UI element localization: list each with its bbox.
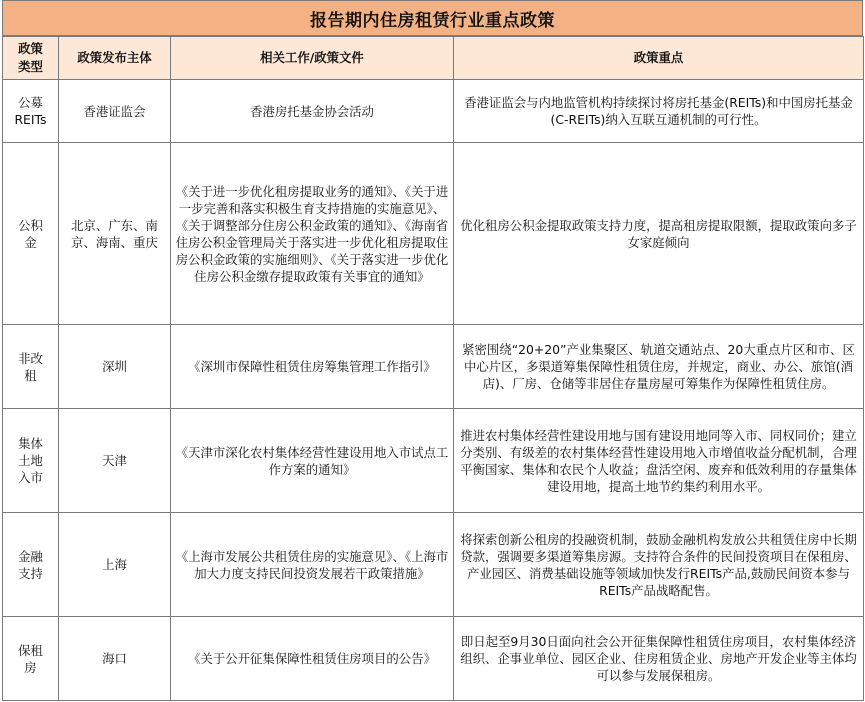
- table-row: [3, 325, 864, 409]
- cell-focus: 将探索创新公租房的投融资机制，鼓励金融机构发放公共租赁住房中长期贷款，强调要多渠道筹集房源。支持符合条件的民间投资项目在保租房、产业园区、消费基础设施等领域加快发行REITs产品,鼓励民间资本参与REITs产品战略配售。: [454, 513, 864, 617]
- cell-issuer: 海口: [59, 617, 171, 701]
- cell-type: 集体 土地 入市: [3, 409, 59, 513]
- cell-type: 非改 租: [3, 325, 59, 409]
- policy-table-container: [2, 0, 863, 701]
- table-row: [3, 513, 864, 617]
- cell-document: 《关于公开征集保障性租赁住房项目的公告》: [171, 617, 454, 701]
- cell-type: 金融 支持: [3, 513, 59, 617]
- cell-type: 保租 房: [3, 617, 59, 701]
- cell-focus: 优化租房公积金提取政策支持力度，提高租房提取限额，提取政策向多子女家庭倾向: [454, 143, 864, 325]
- cell-focus: 推进农村集体经营性建设用地与国有建设用地同等入市、同权同价；建立分类别、有级差的农村集体经营性建设用地入市增值收益分配机制，合理平衡国家、集体和农民个人收益；盘活空闲、废弃和低效利用的存量集体建设用地，提高土地节约集约利用水平。: [454, 409, 864, 513]
- cell-focus: 即日起至9月30日面向社会公开征集保障性租赁住房项目，农村集体经济组织、企事业单位、园区企业、住房租赁企业、房地产开发企业等主体均可以参与发展保租房。: [454, 617, 864, 701]
- header-issuer: 政策发布主体: [59, 37, 171, 80]
- cell-type: 公募 REITs: [3, 80, 59, 143]
- table-title: 报告期内住房租赁行业重点政策: [2, 0, 863, 36]
- cell-focus: 紧密围绕“20+20”产业集聚区、轨道交通站点、20大重点片区和市、区中心片区，多渠道筹集保障性租赁住房，并规定，商业、办公、旅馆(酒店)、厂房、仓储等非居住存量房屋可筹集作为保障性租赁住房。: [454, 325, 864, 409]
- policy-table: [2, 36, 864, 701]
- table-row: [3, 409, 864, 513]
- table-row: [3, 80, 864, 143]
- cell-issuer: 上海: [59, 513, 171, 617]
- header-focus: 政策重点: [454, 37, 864, 80]
- cell-issuer: 北京、广东、南京、海南、重庆: [59, 143, 171, 325]
- header-row: [3, 37, 864, 80]
- cell-document: 《深圳市保障性租赁住房筹集管理工作指引》: [171, 325, 454, 409]
- cell-document: 《上海市发展公共租赁住房的实施意见》、《上海市加大力度支持民间投资发展若干政策措施》: [171, 513, 454, 617]
- cell-type: 公积 金: [3, 143, 59, 325]
- cell-focus: 香港证监会与内地监管机构持续探讨将房托基金(REITs)和中国房托基金(C-REITs)纳入互联互通机制的可行性。: [454, 80, 864, 143]
- header-document: 相关工作/政策文件: [171, 37, 454, 80]
- table-row: [3, 617, 864, 701]
- cell-document: 《关于进一步优化租房提取业务的通知》、《关于进一步完善和落实积极生育支持措施的实施意见》、《关于调整部分住房公积金政策的通知》、《海南省住房公积金管理局关于落实进一步优化租房提取住房公积金政策的实施细则》、《关于落实进一步优化住房公积金缴存提取政策有关事宜的通知》: [171, 143, 454, 325]
- table-row: [3, 143, 864, 325]
- cell-issuer: 香港证监会: [59, 80, 171, 143]
- cell-issuer: 深圳: [59, 325, 171, 409]
- cell-issuer: 天津: [59, 409, 171, 513]
- header-policy-type: 政策 类型: [3, 37, 59, 80]
- cell-document: 香港房托基金协会活动: [171, 80, 454, 143]
- cell-document: 《天津市深化农村集体经营性建设用地入市试点工作方案的通知》: [171, 409, 454, 513]
